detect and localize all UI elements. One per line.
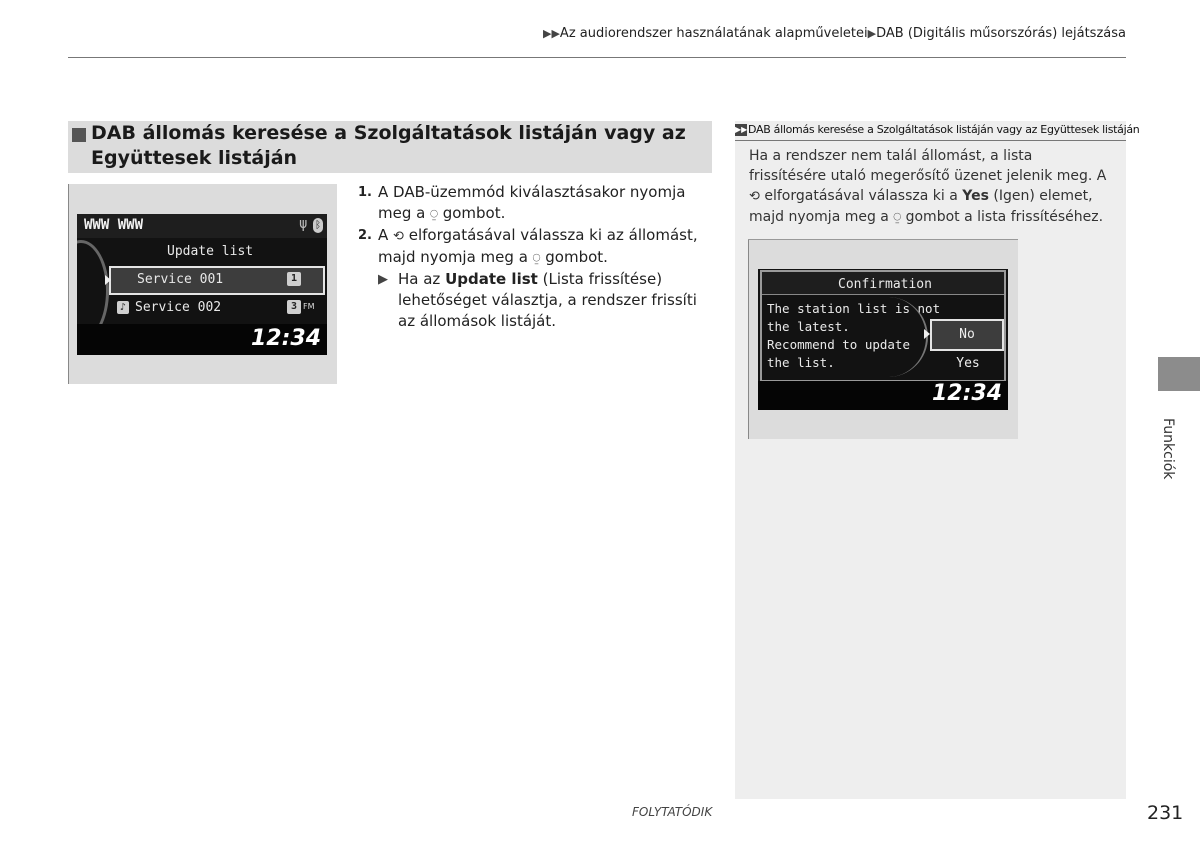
ensemble-name: WWW WWW [84,217,144,233]
selection-arrow-icon [105,275,111,285]
double-arrow-icon: ▶▶ [735,125,748,134]
clock: 12:34 [250,326,321,351]
chapter-tab[interactable] [1158,357,1200,391]
sidebar-heading: ▶▶ DAB állomás keresése a Szolgáltatások listáján vagy az Együttesek listáján [735,121,1126,141]
triangle-icon: ▶ [867,27,877,40]
rotate-knob-icon: ⟲ [749,189,760,204]
fm-label: FM [303,302,315,311]
push-knob-icon: ⍜ [430,207,438,222]
clock: 12:34 [931,381,1002,406]
usb-icon: ψ [299,216,308,232]
chapter-tab-label: Funkciók [1160,418,1176,480]
confirmation-figure [748,239,1018,439]
breadcrumb-item-2[interactable]: DAB (Digitális műsorszórás) lejátszása [876,26,1126,41]
service-list-figure [68,184,337,384]
instruction-steps [358,182,718,332]
bluetooth-icon: ᛒ [315,220,321,231]
list-item-update[interactable]: Update list [167,244,254,259]
square-bullet-icon [72,128,86,142]
music-note-icon: ♪ [117,301,129,314]
triangle-icon: ▶ [378,272,388,287]
list-item-service-001[interactable]: Service 001 1 [109,266,325,295]
step-1: 1. A DAB-üzemmód kiválasztásakor nyomja meg a ⍜ gombot. [358,182,718,225]
header-divider [68,57,1126,58]
continued-label: FOLYTATÓDIK [632,805,713,819]
push-knob-icon: ⍜ [532,251,541,266]
page-number: 231 [1147,802,1184,824]
list-item-service-002[interactable]: ♪ Service 002 3 FM [109,295,323,322]
double-triangle-icon: ▶▶ [543,27,560,40]
preset-badge: 3 [287,300,301,314]
sidebar-body: Ha a rendszer nem talál állomást, a lista frissítésére utaló megerősítő üzenet jelenik meg. A ⟲ elforgatásával válassza ki a Yes (Igen) elemet, majd nyomja meg a ⍜ gombot a lista frissítéséhez. [749,146,1111,228]
breadcrumb [543,26,1126,41]
confirmation-message: The station list is not the latest. Recommend to update the list. [767,301,941,370]
section-title [68,121,712,173]
section-title-line1: DAB állomás keresése a Szolgáltatások listáján vagy az [91,122,686,144]
step-2-note: ▶ Ha az Update list (Lista frissítése) lehetőséget választja, a rendszer frissíti az állomások listáját. [378,270,697,330]
preset-badge: 1 [287,272,301,286]
service-list-screen [77,214,327,355]
breadcrumb-item-1[interactable]: Az audiorendszer használatának alapműveletei [559,26,868,41]
section-title-line2: Együttesek listáján [91,147,298,169]
confirmation-screen [758,269,1008,410]
rotate-knob-icon: ⟲ [393,229,404,244]
yes-button[interactable]: Yes [956,356,980,371]
step-2: 2. A ⟲ elforgatásával válassza ki az állomást, majd nyomja meg a ⍜ gombot. [358,225,718,269]
no-button[interactable]: No [930,319,1004,351]
confirmation-title: Confirmation [838,277,932,292]
push-knob-icon: ⍜ [893,210,902,225]
sidebar-note [735,121,1140,799]
